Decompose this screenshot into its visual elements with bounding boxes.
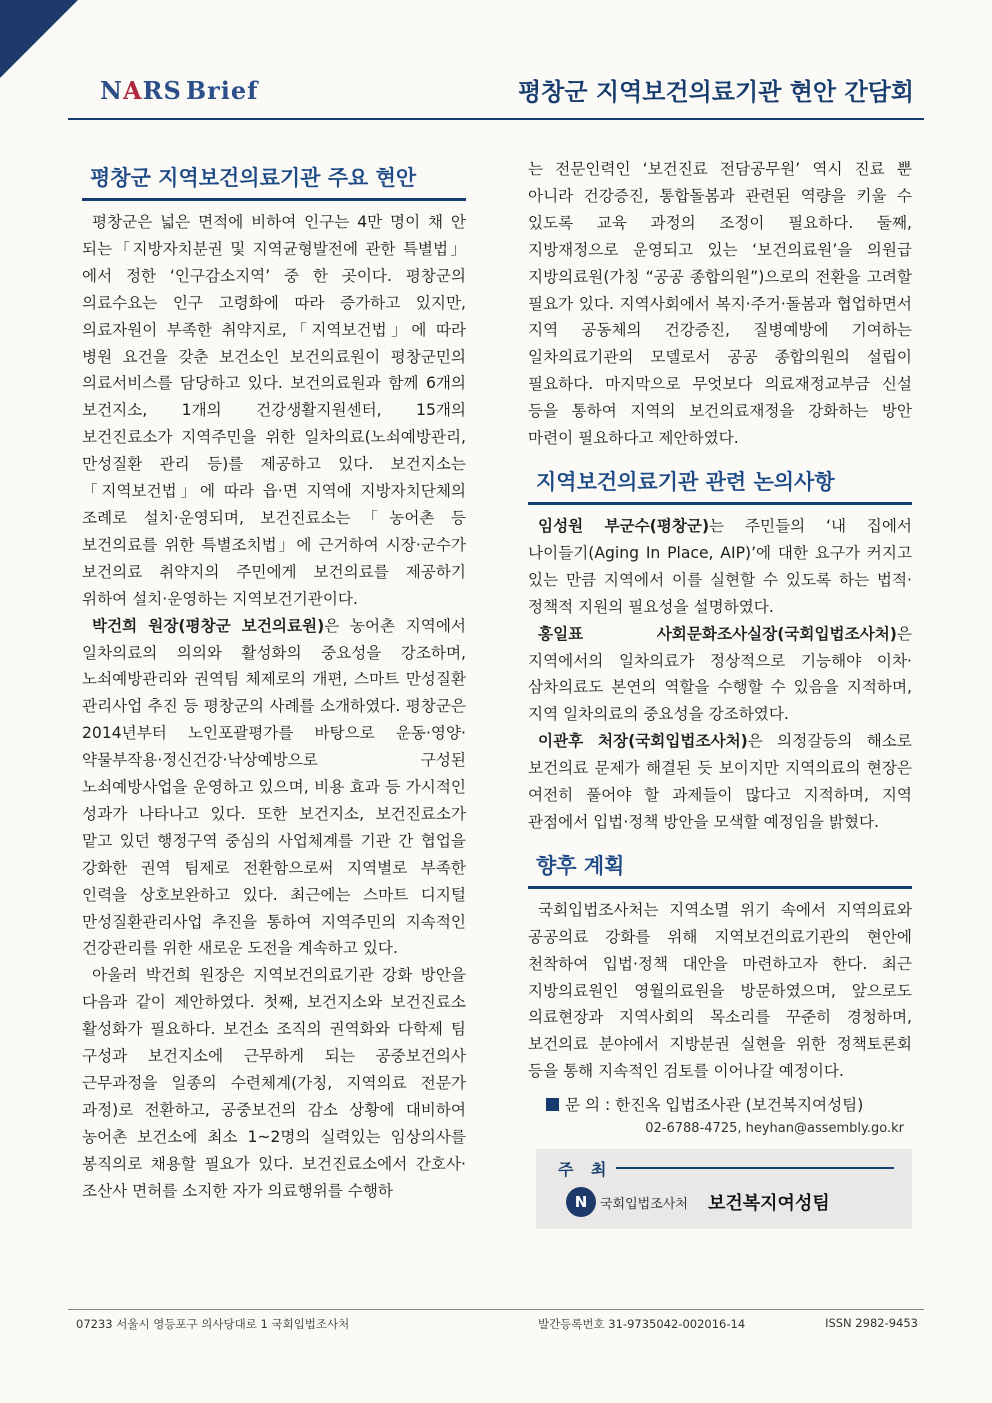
paragraph-plan: 국회입법조사처는 지역소멸 위기 속에서 지역의료와 공공의료 강화를 위해 지역보건의료기관의 현안에 천착하여 입법·정책 대안을 마련하고자 한다. 최근 지방의료원인 영월의료원을 방문하였으며, 앞으로도 의료현장과 지역사회의 목소리를 꾸준히 경청하며, 보건의료 분야에서 지방분권 실현을 위한 정책토론회 등을 통해 지속적인 검토를 이어나갈 예정이다. — [528, 900, 912, 1081]
header-title: 평창군 지역보건의료기관 현안 간담회 — [517, 78, 914, 106]
paragraph-proposal-continued: 는 전문인력인 ‘보건진료 전담공무원’ 역시 진료 뿐 아니라 건강증진, 통합돌봄과 관련된 역량을 키울 수 있도록 교육 과정의 조정이 필요하다. 둘째, 지방재정으로 운영되고 있는 ‘보건의료원’을 의원급 지방의료원(가칭 “공공 종합의원”)으로의 전환을 고려할 필요가 있다. 지역사회에서 복지·주거·돌봄과 협업하면서 지역 공동체의 건강증진, 질병예방에 기여하는 일차의료기관의 모델로서 공공 종합의원의 설립이 필요하다. 마지막으로 무엇보다 의료재정교부금 신설 등을 통하여 지역의 보건의료재정을 강화하는 방안 마련이 필요하다고 제안하였다. — [528, 160, 912, 448]
lim-text: 는 주민들의 ‘내 집에서 나이들기(Aging In Place, AIP)’에 대한 요구가 커지고 있는 만큼 지역에서 이를 실현할 수 있도록 하는 법적·정책적 지원의 필요성을 설명하였다. — [528, 516, 912, 616]
contact-block — [528, 1093, 912, 1141]
footer-issn: ISSN 2982-9453 — [825, 1316, 918, 1330]
logo-brief: Brief — [185, 76, 259, 105]
logo-letter-r: R — [142, 76, 164, 105]
lee-text: 은 의정갈등의 해소로 보건의료 문제가 해결된 듯 보이지만 지역의료의 현장은 여전히 풀어야 할 과제들이 많다고 지적하며, 지역 관점에서 입법·정책 방안을 모색할 예정임을 밝혔다. — [528, 732, 912, 831]
host-team: 보건복지여성팀 — [708, 1193, 830, 1215]
speaker-park: 박건희 원장(평창군 보건의료원) — [92, 616, 325, 635]
square-bullet-icon — [546, 1098, 559, 1111]
host-label: 주 최 — [558, 1160, 613, 1180]
park-text: 은 농어촌 지역에서 일차의료의 의의와 활성화의 중요성을 강조하며, 노쇠예방관리와 권역팀 체제로의 개편, 스마트 만성질환 관리사업 추진 등 평창군의 사례를 소개하였다. 평창군은 2014년부터 노인포괄평가를 바탕으로 운동·영양·약물부작용·정신건강·낙상예방으로 구성된 노쇠예방사업을 운영하고 있으며, 비용 효과 등 가시적인 성과가 나타나고 있다. 또한 보건지소, 보건진료소가 맡고 있던 행정구역 중심의 사업체계를 기관 간 협업을 강화한 권역 팀제로 전환함으로써 지역별로 부족한 인력을 상호보완하고 있다. 최근에는 스마트 디지털 만성질환관리사업 추진을 통하여 지역주민의 지속적인 건강관리를 위한 새로운 도전을 계속하고 있다. — [82, 616, 466, 958]
logo-letter-n: N — [100, 76, 123, 105]
footer-address: 07233 서울시 영등포구 의사당대로 1 국회입법조사처 — [76, 1317, 350, 1331]
assembly-seal-icon: N — [566, 1187, 596, 1217]
footer-divider — [68, 1309, 924, 1310]
left-column — [82, 156, 466, 1205]
paragraph-intro: 평창군은 넓은 면적에 비하여 인구는 4만 명이 채 안 되는「지방자치분권 및 지역균형발전에 관한 특별법」에서 정한 ‘인구감소지역’ 중 한 곳이다. 평창군의 의료수요는 인구 고령화에 따라 증가하고 있지만, 의료자원이 부족한 취약지로,「지역보건법」에 따라 병원 요건을 갖춘 보건소인 보건의료원이 평창군민의 의료서비스를 담당하고 있다. 보건의료원과 함께 6개의 보건지소, 1개의 건강생활지원센터, 15개의 보건진료소가 지역주민을 위한 일차의료(노쇠예방관리, 만성질환 관리 등)를 제공하고 있다. 보건지소는「지역보건법」에 따라 읍·면 지역에 지방자치단체의 조례로 설치·운영되며, 보건진료소는「농어촌 등 보건의료를 위한 특별조치법」에 근거하여 시장·군수가 보건의료 취약지의 주민에게 보건의료를 제공하기 위하여 설치·운영하는 지역보건기관이다. — [82, 213, 466, 608]
corner-decoration — [0, 0, 78, 78]
logo-letter-a: A — [122, 76, 143, 105]
contact-label: 문 의 : 한진옥 입법조사관 (보건복지여성팀) — [565, 1096, 864, 1115]
header-divider — [68, 118, 924, 120]
hong-text: 은 지역에서의 일차의료가 정상적으로 기능해야 이차·삼차의료도 본연의 역할을 수행할 수 있음을 지적하며, 지역 일차의료의 중요성을 강조하였다. — [528, 624, 912, 724]
host-divider — [616, 1167, 894, 1169]
paragraph-proposal: 아울러 박건희 원장은 지역보건의료기관 강화 방안을 다음과 같이 제안하였다. 첫째, 보건지소와 보건진료소 활성화가 필요하다. 보건소 조직의 권역화와 다학제 팀 구성과 보건지소에 근무하게 되는 공중보건의사 근무과정을 일종의 수련체계(가칭, 지역의료 전문가 과정)로 전환하고, 공중보건의 감소 상황에 대비하여 농어촌 보건소에 최소 1~2명의 실력있는 임상의사를 봉직의로 채용할 필요가 있다. 보건진료소에서 간호사·조산사 면허를 소지한 자가 의료행위를 수행하 — [82, 966, 466, 1200]
speaker-lee: 이관후 처장(국회입법조사처) — [538, 732, 748, 751]
section-title-plan: 향후 계획 — [528, 850, 912, 889]
footer-registration: 발간등록번호 31-9735042-002016-14 — [538, 1317, 746, 1331]
speaker-lim: 임성원 부군수(평창군) — [538, 516, 710, 535]
right-column — [528, 156, 912, 1229]
host-organization: 국회입법조사처 — [600, 1197, 688, 1213]
section-title-issues: 평창군 지역보건의료기관 주요 현안 — [82, 162, 466, 201]
section-title-discussion: 지역보건의료기관 관련 논의사항 — [528, 466, 912, 505]
paragraph-lim — [528, 513, 912, 621]
host-box — [536, 1149, 912, 1229]
paragraph-hong — [528, 621, 912, 729]
contact-details: 02-6788-4725, heyhan@assembly.go.kr — [645, 1121, 904, 1137]
paragraph-lee — [528, 728, 912, 836]
nars-brief-logo — [100, 76, 259, 105]
speaker-hong: 홍일표 사회문화조사실장(국회입법조사처) — [538, 624, 897, 643]
paragraph-park — [82, 613, 466, 963]
logo-letter-s: S — [163, 76, 182, 105]
